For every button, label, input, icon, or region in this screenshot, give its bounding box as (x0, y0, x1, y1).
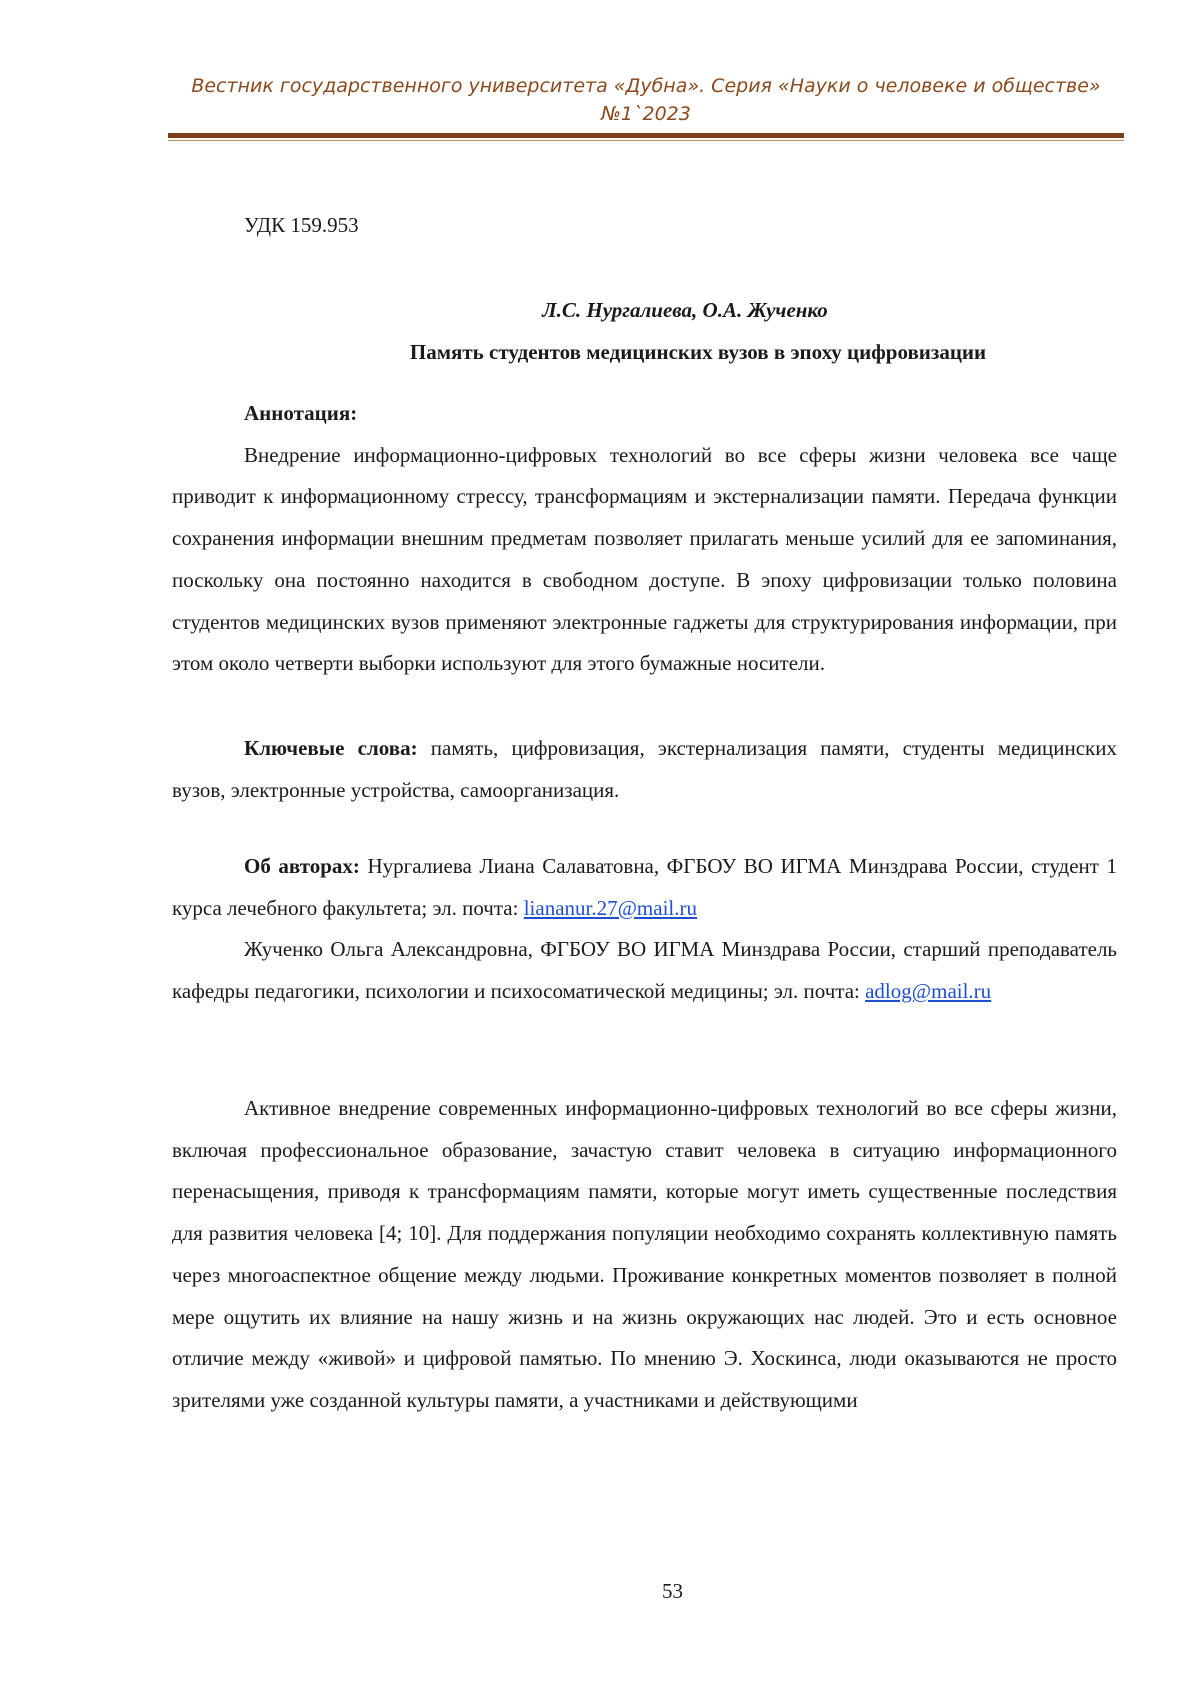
body-paragraph: Активное внедрение современных информационно-цифровых технологий во все сферы жизни, включая профессиональное образование, зачастую ставит человека в ситуацию информационного перенасыщения, приводя к трансформациям памяти, которые могут иметь существенные последствия для развития человека [4; 10]. Для поддержания популяции необходимо сохранять коллективную память через многоаспектное общение между людьми. Проживание конкретных моментов позволяет в полной мере ощутить их влияние на нашу жизнь и на жизнь окружающих нас людей. Это и есть основное отличие между «живой» и цифровой памятью. По мнению Э. Хоскинса, люди оказываются не просто зрителями уже созданной культуры памяти, а участниками и действующими (172, 1096, 1117, 1412)
keywords-text: память, цифровизация, экстернализация памяти, студенты медицинских вузов, электронные устройства, самоорганизация. (172, 736, 1117, 802)
author2-info: Жученко Ольга Александровна, ФГБОУ ВО ИГМА Минздрава России, старший преподаватель кафедры педагогики, психологии и психосоматической медицины; эл. почта: (172, 937, 1117, 1004)
page-number: 53 (662, 1579, 683, 1603)
author1-email-link[interactable]: liananur.27@mail.ru (523, 895, 698, 920)
author2-email-link[interactable]: adlog@mail.ru (865, 979, 992, 1004)
header-rule (168, 133, 1124, 138)
about-authors-heading: Об авторах: (244, 854, 360, 878)
article-title: Память студентов медицинских вузов в эпоху цифровизации (409, 340, 987, 364)
keywords-section (172, 728, 1117, 811)
abstract-text: Внедрение информационно-цифровых технологий во все сферы жизни человека все чаще приводит к информационному стрессу, трансформациям и экстернализации памяти. Передача функции сохранения информации внешним предметам позволяет прилагать меньше усилий для ее запоминания, поскольку она постоянно находится в свободном доступе. В эпоху цифровизации только половина студентов медицинских вузов применяют электронные гаджеты для структурирования информации, при этом около четверти выборки используют для этого бумажные носители. (172, 442, 1117, 676)
body-section (172, 1088, 1117, 1422)
about-authors-section (172, 846, 1117, 1013)
abstract-section (172, 393, 1117, 685)
article-authors: Л.С. Нургалиева, О.А. Жученко (542, 298, 828, 322)
journal-name: Вестник государственного университета «Дубна». Серия «Науки о человеке и обществе» (191, 75, 1101, 97)
abstract-heading: Аннотация: (244, 401, 358, 425)
author1-info: Нургалиева Лиана Салаватовна, ФГБОУ ВО ИГМА Минздрава России, студент 1 курса лечебного факультета; эл. почта: (172, 854, 1117, 920)
header-rule-thin (168, 140, 1124, 141)
udk-code: УДК 159.953 (244, 213, 359, 237)
running-header (168, 72, 1124, 128)
keywords-heading: Ключевые слова: (244, 736, 418, 760)
issue-number: №1`2023 (601, 103, 691, 125)
